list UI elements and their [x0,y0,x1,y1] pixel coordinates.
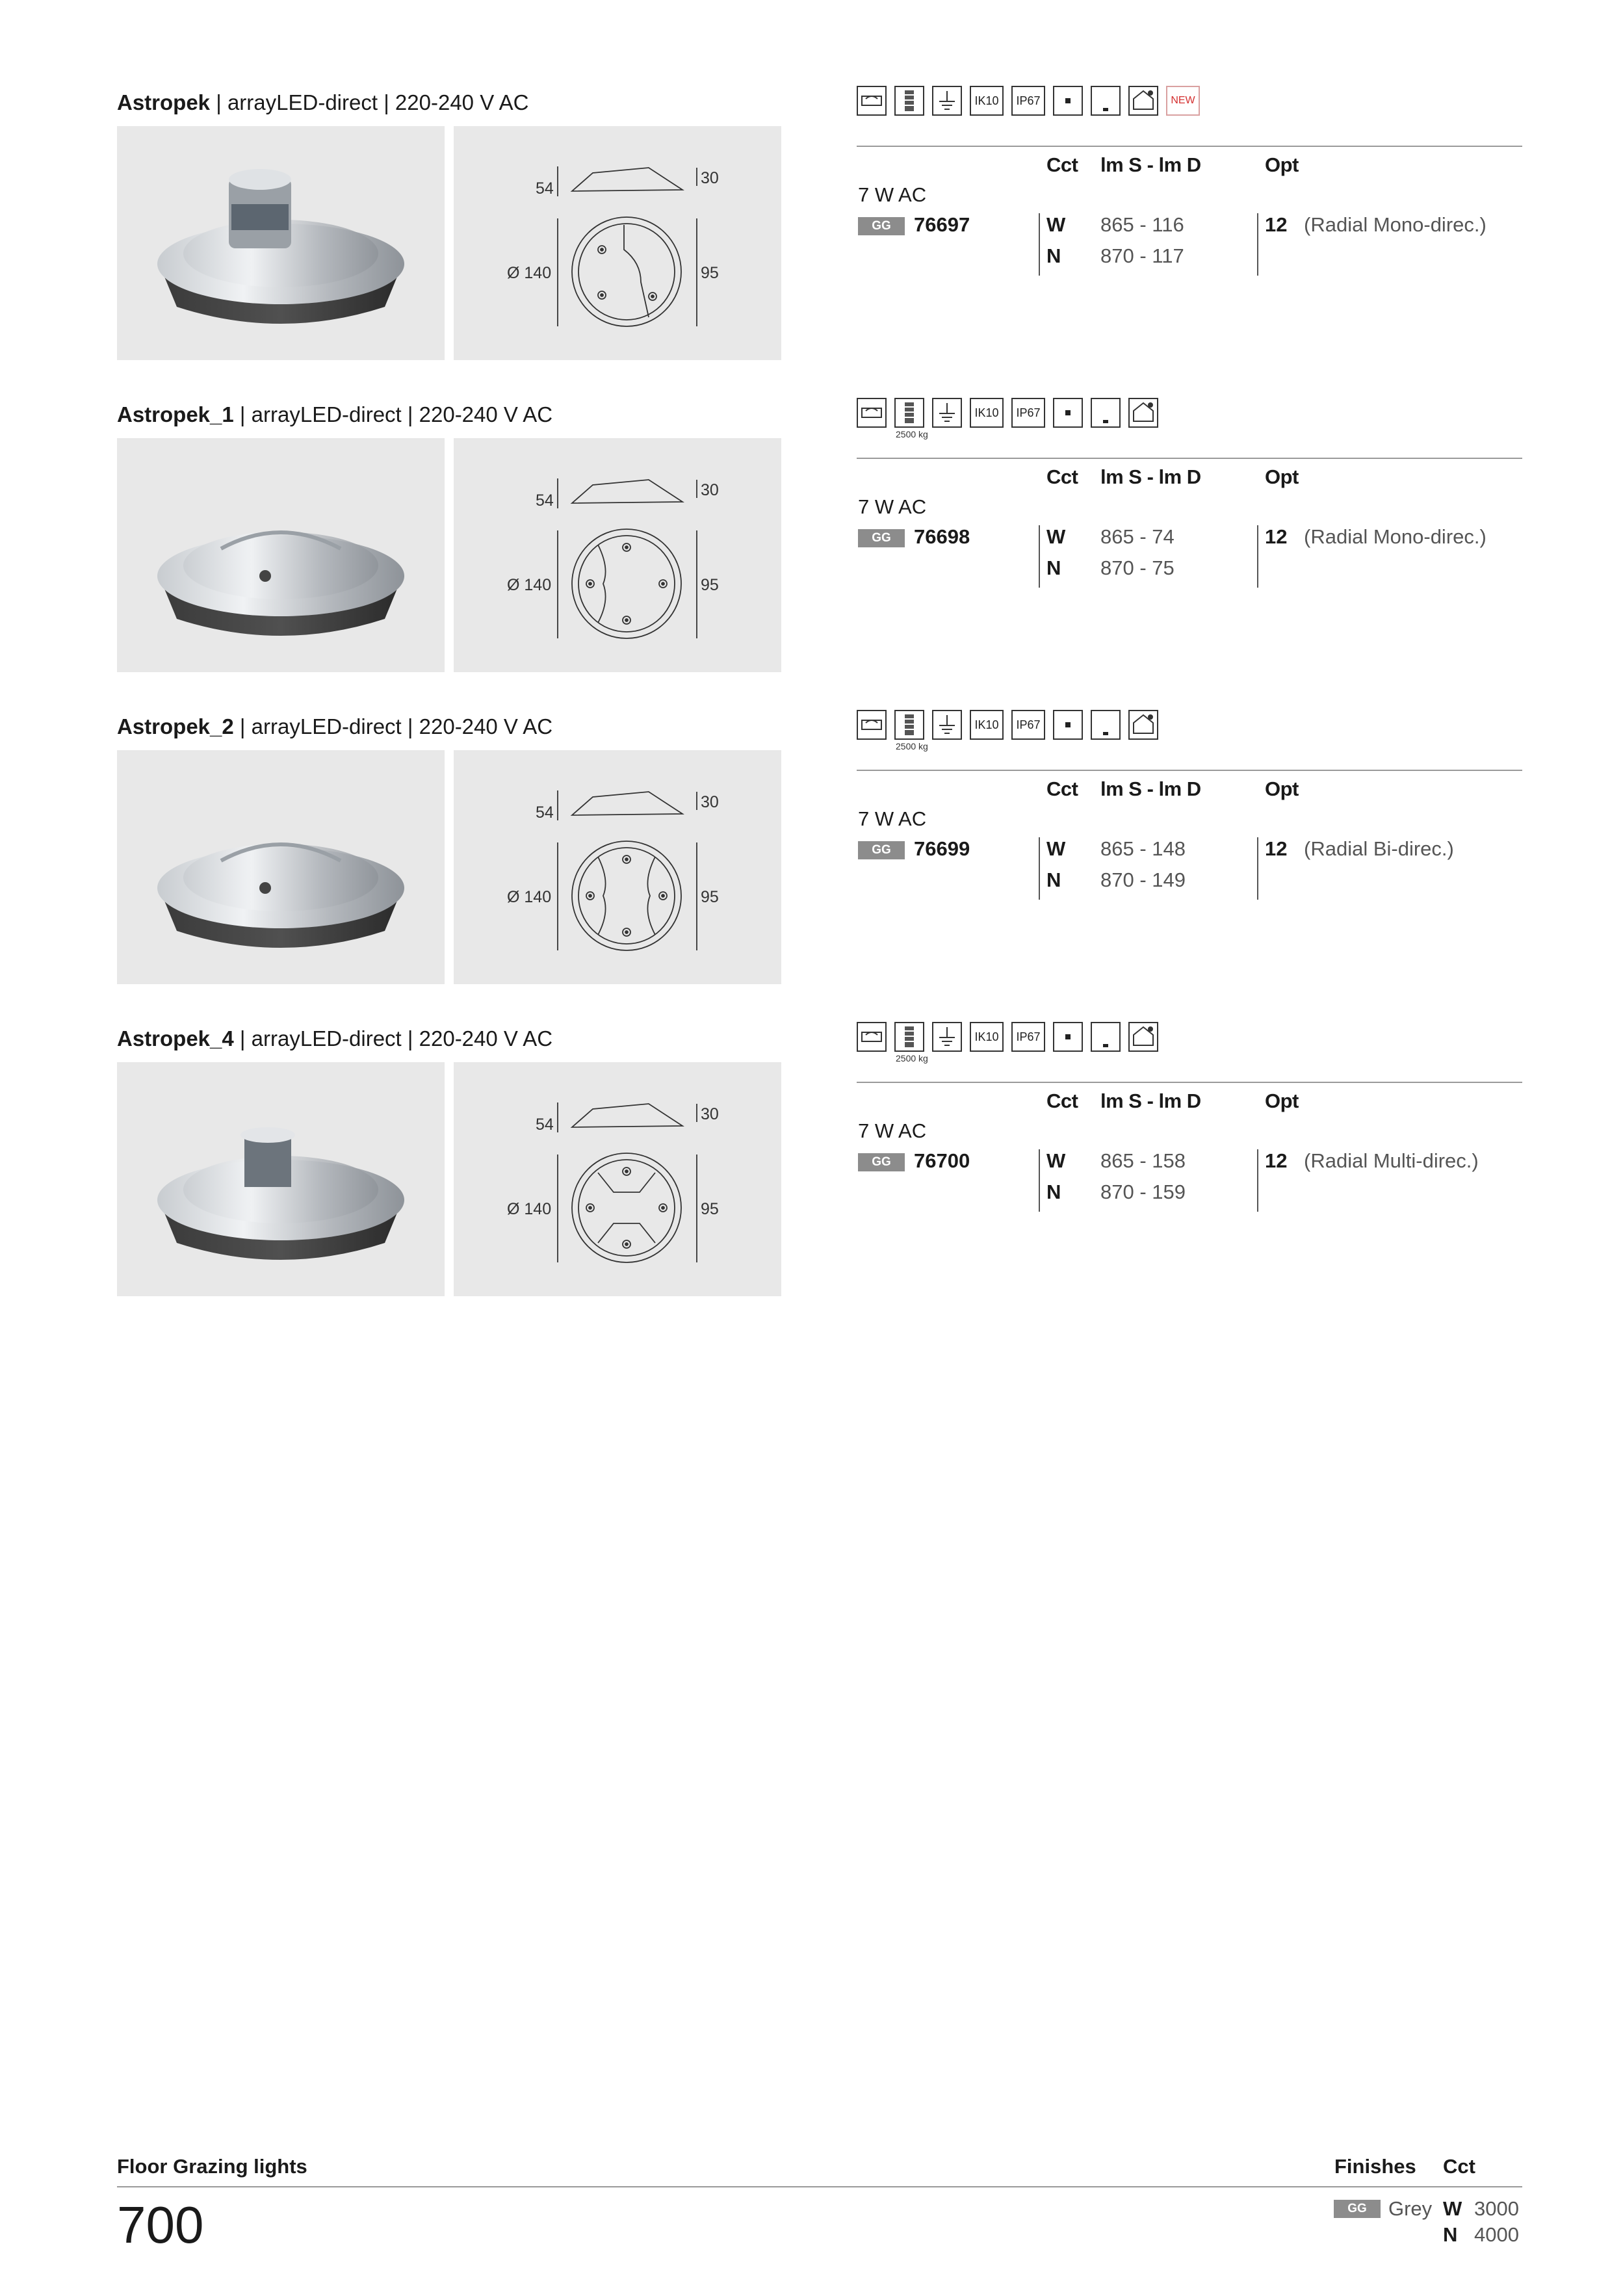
ip-rating-icon: IP67 [1011,1022,1045,1052]
dim-height: 54 [536,179,554,198]
footer-cct-value: 4000 [1474,2223,1519,2246]
ground-icon [932,398,962,428]
header-lumen: lm S - lm D [1100,1089,1201,1112]
product-name: Astropek_4 [117,1026,234,1050]
product-name: Astropek [117,90,211,114]
header-lumen: lm S - lm D [1100,465,1201,488]
cct-code: W [1046,213,1066,236]
product-name: Astropek_2 [117,714,234,738]
product-block [0,402,1623,714]
cct-code: W [1046,837,1066,860]
column-divider [1039,213,1040,276]
load-rating-label: 2500 kg [896,429,928,439]
optic-code: 12 [1265,525,1288,548]
outdoor-icon [1128,1022,1158,1052]
page-number: 700 [117,2196,204,2254]
table-rule [857,1082,1522,1083]
lumen-value: 870 - 159 [1100,1181,1186,1203]
lumen-value: 870 - 117 [1100,244,1184,267]
cct-code: W [1046,1149,1066,1172]
column-divider [1257,525,1258,588]
dim-height: 54 [536,1115,554,1134]
load-icon [894,710,924,740]
column-divider [1039,525,1040,588]
technical-drawing [454,750,781,984]
category-title: Floor Grazing lights [117,2155,307,2178]
finish-badge: GG [858,841,905,859]
dim-top: 30 [701,481,719,499]
product-block [0,1026,1623,1338]
footer-cct-code: W [1443,2197,1462,2220]
lumen-value: 865 - 74 [1100,525,1175,548]
beam-icon [1053,86,1083,116]
power-rating: 7 W AC [858,495,927,518]
certification-icons [857,86,1312,138]
ik-rating-icon: IK10 [970,86,1004,116]
product-title [117,90,528,116]
dim-inner: 95 [701,576,719,594]
finish-name: Grey [1388,2197,1433,2220]
column-divider [1039,837,1040,900]
header-lumen: lm S - lm D [1100,153,1201,176]
ik-rating-icon: IK10 [970,398,1004,428]
cct-code: N [1046,868,1061,891]
beam-icon [1053,398,1083,428]
finishes-header: Finishes [1334,2155,1416,2178]
lumen-value: 865 - 116 [1100,213,1184,236]
ik-rating-icon: IK10 [970,1022,1004,1052]
load-icon [894,398,924,428]
recessed-install-icon [857,710,887,740]
product-spec: | arrayLED-direct | 220-240 V AC [233,402,553,426]
optic-code: 12 [1265,1149,1288,1172]
footer-cct-header: Cct [1443,2155,1475,2178]
dim-diameter: Ø 140 [507,888,552,906]
header-opt: Opt [1265,153,1299,176]
recessed-install-icon [857,86,887,116]
recessed-install-icon [857,398,887,428]
table-rule [857,770,1522,771]
outdoor-icon [1128,398,1158,428]
product-title [117,402,552,428]
finish-badge: GG [858,217,905,235]
lumen-value: 870 - 149 [1100,868,1186,891]
footer-rule [117,2186,1522,2187]
optic-description: (Radial Mono-direc.) [1304,213,1487,236]
finish-badge: GG [858,529,905,547]
product-photo [117,750,445,984]
cct-code: W [1046,525,1066,548]
column-divider [1257,837,1258,900]
load-icon [894,86,924,116]
product-photo [117,126,445,360]
dim-inner: 95 [701,1200,719,1218]
product-photo [117,1062,445,1296]
header-opt: Opt [1265,777,1299,800]
cct-code: N [1046,556,1061,579]
ground-icon [932,86,962,116]
recessed-install-icon [857,1022,887,1052]
beam-icon [1053,1022,1083,1052]
outdoor-icon [1128,710,1158,740]
outdoor-icon [1128,86,1158,116]
dim-inner: 95 [701,888,719,906]
floor-icon [1091,398,1121,428]
load-rating-label: 2500 kg [896,741,928,751]
header-cct: Cct [1046,153,1078,176]
dim-top: 30 [701,1105,719,1123]
product-code: 76699 [914,837,970,860]
power-rating: 7 W AC [858,807,927,830]
footer-cct-code: N [1443,2223,1458,2246]
product-spec: | arrayLED-direct | 220-240 V AC [233,714,553,738]
table-rule [857,458,1522,459]
product-title [117,714,552,740]
product-block [0,90,1623,402]
power-rating: 7 W AC [858,1119,927,1142]
certification-icons [857,398,1312,450]
header-lumen: lm S - lm D [1100,777,1201,800]
dim-diameter: Ø 140 [507,576,552,594]
dim-diameter: Ø 140 [507,264,552,282]
ground-icon [932,710,962,740]
column-divider [1257,213,1258,276]
header-opt: Opt [1265,1089,1299,1112]
header-cct: Cct [1046,465,1078,488]
floor-icon [1091,1022,1121,1052]
ip-rating-icon: IP67 [1011,86,1045,116]
dim-top: 30 [701,793,719,811]
ip-rating-icon: IP67 [1011,710,1045,740]
ik-rating-icon: IK10 [970,710,1004,740]
table-rule [857,146,1522,147]
load-rating-label: 2500 kg [896,1053,928,1063]
product-code: 76700 [914,1149,970,1172]
floor-icon [1091,86,1121,116]
dim-inner: 95 [701,264,719,282]
product-name: Astropek_1 [117,402,234,426]
optic-description: (Radial Bi-direc.) [1304,837,1454,860]
finish-badge: GG [858,1153,905,1171]
lumen-value: 865 - 148 [1100,837,1186,860]
dim-height: 54 [536,803,554,822]
product-spec: | arrayLED-direct | 220-240 V AC [210,90,529,114]
certification-icons [857,1022,1312,1074]
product-spec: | arrayLED-direct | 220-240 V AC [233,1026,553,1050]
column-divider [1257,1149,1258,1212]
ip-rating-icon: IP67 [1011,398,1045,428]
finish-badge-legend: GG [1334,2200,1381,2218]
dim-height: 54 [536,491,554,510]
lumen-value: 870 - 75 [1100,556,1175,579]
new-badge: NEW [1166,86,1200,116]
lumen-value: 865 - 158 [1100,1149,1186,1172]
beam-icon [1053,710,1083,740]
optic-description: (Radial Mono-direc.) [1304,525,1487,548]
certification-icons [857,710,1312,762]
header-cct: Cct [1046,777,1078,800]
footer-cct-value: 3000 [1474,2197,1519,2220]
header-cct: Cct [1046,1089,1078,1112]
optic-code: 12 [1265,837,1288,860]
dim-diameter: Ø 140 [507,1200,552,1218]
optic-description: (Radial Multi-direc.) [1304,1149,1479,1172]
dim-top: 30 [701,169,719,187]
load-icon [894,1022,924,1052]
header-opt: Opt [1265,465,1299,488]
floor-icon [1091,710,1121,740]
product-block [0,714,1623,1026]
product-code: 76698 [914,525,970,548]
technical-drawing [454,438,781,672]
column-divider [1039,1149,1040,1212]
product-code: 76697 [914,213,970,236]
product-photo [117,438,445,672]
cct-code: N [1046,244,1061,267]
product-title [117,1026,552,1052]
optic-code: 12 [1265,213,1288,236]
technical-drawing [454,126,781,360]
power-rating: 7 W AC [858,183,927,206]
ground-icon [932,1022,962,1052]
cct-code: N [1046,1181,1061,1203]
technical-drawing [454,1062,781,1296]
